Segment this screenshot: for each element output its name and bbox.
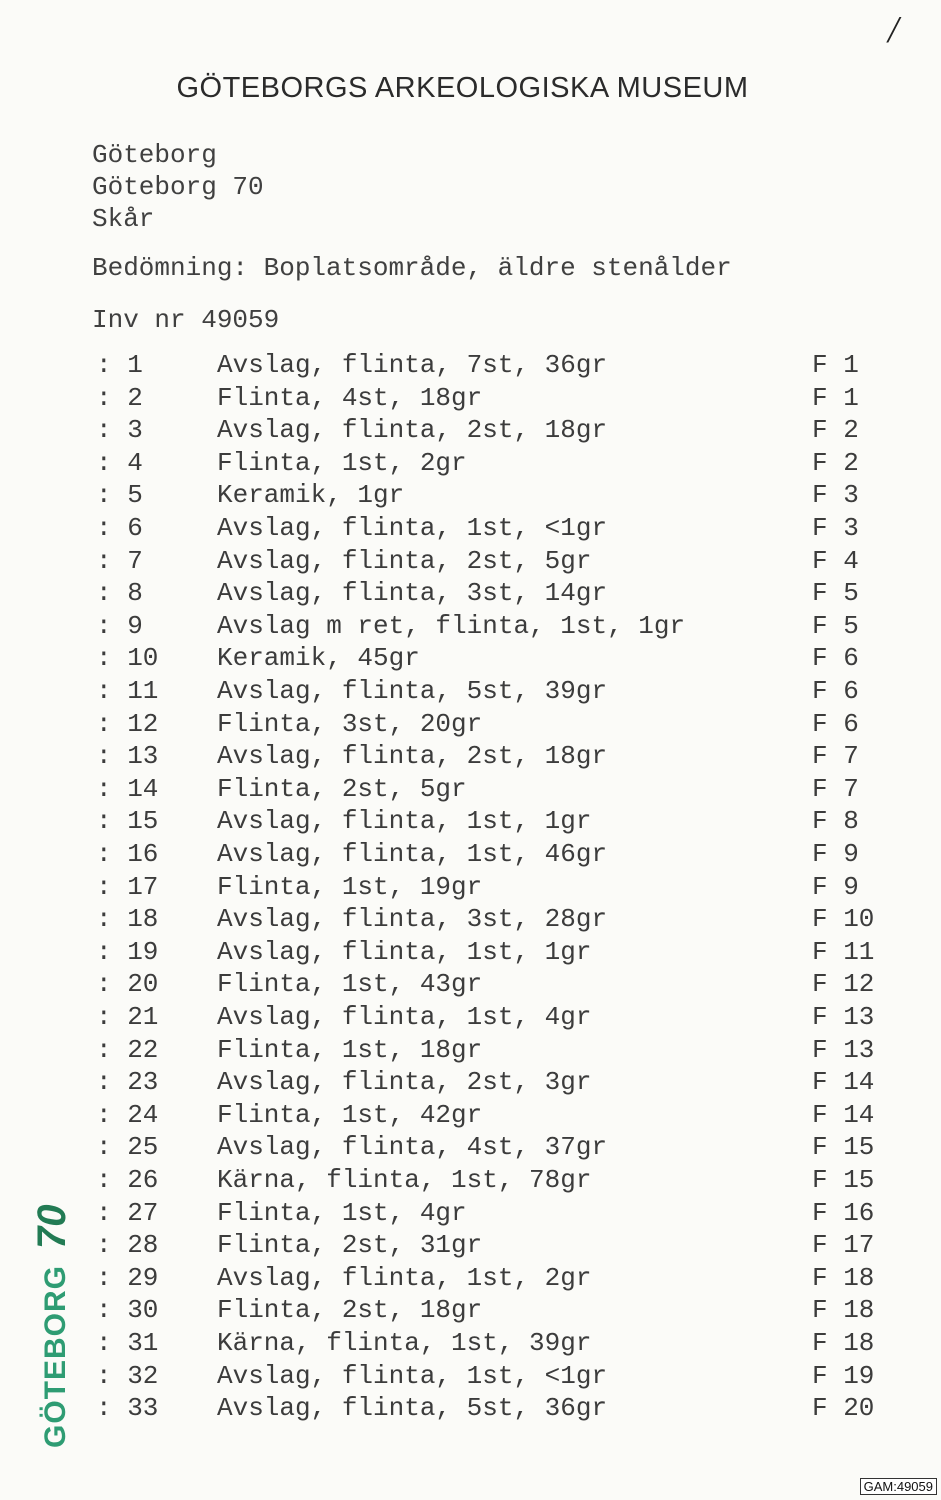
page-mark: /	[888, 9, 899, 51]
item-description: Avslag, flinta, 3st, 14gr	[217, 578, 608, 609]
item-number: : 4	[96, 447, 143, 478]
item-number: : 7	[96, 545, 143, 576]
find-number: F 7	[812, 773, 859, 804]
item-description: Avslag, flinta, 1st, 1gr	[217, 806, 592, 837]
find-number: F 12	[812, 969, 875, 1000]
find-number: F 2	[812, 415, 859, 446]
item-description: Avslag, flinta, 1st, 1gr	[217, 936, 592, 967]
location-line-detail: Göteborg 70	[92, 172, 264, 202]
find-number: F 6	[812, 643, 859, 674]
item-description: Avslag, flinta, 1st, 2gr	[217, 1262, 592, 1293]
find-number: F 4	[812, 545, 859, 576]
stamp-text: GÖTEBORG	[39, 1264, 72, 1448]
item-description: Avslag m ret, flinta, 1st, 1gr	[217, 610, 686, 641]
item-description: Avslag, flinta, 1st, <1gr	[217, 1360, 608, 1391]
find-number: F 3	[812, 513, 859, 543]
page-header: GÖTEBORGS ARKEOLOGISKA MUSEUM	[176, 72, 749, 104]
item-description: Avslag, flinta, 1st, 4gr	[217, 1002, 592, 1032]
find-number: F 1	[812, 350, 859, 380]
item-number: : 2	[96, 382, 143, 413]
item-description: Flinta, 2st, 31gr	[217, 1230, 483, 1261]
item-description: Avslag, flinta, 4st, 37gr	[217, 1132, 608, 1163]
item-description: Avslag, flinta, 2st, 18gr	[217, 415, 608, 446]
item-number: : 27	[96, 1197, 159, 1228]
find-number: F 6	[812, 676, 859, 706]
find-number: F 6	[812, 708, 859, 739]
item-description: Avslag, flinta, 5st, 39gr	[217, 676, 608, 706]
item-number: : 3	[96, 415, 143, 446]
item-description: Flinta, 2st, 5gr	[217, 773, 467, 804]
item-number: : 31	[96, 1328, 159, 1358]
item-description: Keramik, 1gr	[217, 480, 405, 511]
find-number: F 15	[812, 1132, 875, 1163]
item-number: : 29	[96, 1262, 159, 1293]
item-description: Flinta, 2st, 18gr	[217, 1295, 483, 1326]
item-number: : 21	[96, 1002, 159, 1032]
find-number: F 2	[812, 447, 859, 478]
item-number: : 8	[96, 578, 143, 609]
item-number: : 1	[96, 350, 143, 380]
find-number: F 9	[812, 871, 859, 902]
item-description: Flinta, 1st, 18gr	[217, 1034, 483, 1065]
item-number: : 23	[96, 1067, 159, 1098]
item-number: : 10	[96, 643, 159, 674]
catalog-id: GAM:49059	[860, 1478, 937, 1495]
find-number: F 9	[812, 839, 859, 869]
object-type: Skår	[92, 204, 155, 234]
item-number: : 5	[96, 480, 143, 511]
find-number: F 15	[812, 1165, 875, 1195]
find-number: F 20	[812, 1393, 875, 1424]
item-number: : 18	[96, 904, 159, 935]
item-description: Avslag, flinta, 7st, 36gr	[217, 350, 608, 380]
item-number: : 14	[96, 773, 159, 804]
item-description: Flinta, 1st, 4gr	[217, 1197, 467, 1228]
find-number: F 13	[812, 1002, 875, 1032]
item-description: Avslag, flinta, 5st, 36gr	[217, 1393, 608, 1424]
item-description: Flinta, 1st, 42gr	[217, 1099, 483, 1130]
item-description: Avslag, flinta, 2st, 3gr	[217, 1067, 592, 1098]
item-number: : 16	[96, 839, 159, 869]
item-number: : 22	[96, 1034, 159, 1065]
item-description: Flinta, 4st, 18gr	[217, 382, 483, 413]
item-description: Avslag, flinta, 1st, 46gr	[217, 839, 608, 869]
item-description: Flinta, 1st, 2gr	[217, 447, 467, 478]
find-number: F 10	[812, 904, 875, 935]
item-number: : 25	[96, 1132, 159, 1163]
item-number: : 17	[96, 871, 159, 902]
item-number: : 19	[96, 936, 159, 967]
item-number: : 28	[96, 1230, 159, 1261]
find-number: F 19	[812, 1360, 875, 1391]
item-description: Avslag, flinta, 2st, 5gr	[217, 545, 592, 576]
find-number: F 5	[812, 610, 859, 641]
item-number: : 11	[96, 676, 159, 706]
inventory-number: Inv nr 49059	[92, 305, 280, 335]
item-number: : 20	[96, 969, 159, 1000]
find-number: F 16	[812, 1197, 875, 1228]
item-number: : 24	[96, 1099, 159, 1130]
find-number: F 18	[812, 1262, 875, 1293]
item-description: Flinta, 1st, 19gr	[217, 871, 483, 902]
item-description: Flinta, 1st, 43gr	[217, 969, 483, 1000]
item-number: : 12	[96, 708, 159, 739]
find-number: F 18	[812, 1328, 875, 1358]
find-number: F 5	[812, 578, 859, 609]
stamp-number: 70	[30, 1204, 74, 1249]
find-number: F 17	[812, 1230, 875, 1261]
find-number: F 14	[812, 1067, 875, 1098]
item-description: Kärna, flinta, 1st, 39gr	[217, 1328, 592, 1358]
item-description: Avslag, flinta, 3st, 28gr	[217, 904, 608, 935]
find-number: F 3	[812, 480, 859, 511]
item-number: : 9	[96, 610, 143, 641]
item-number: : 26	[96, 1165, 159, 1195]
item-description: Flinta, 3st, 20gr	[217, 708, 483, 739]
find-number: F 8	[812, 806, 859, 837]
assessment-line: Bedömning: Boplatsområde, äldre stenålder	[92, 253, 732, 283]
find-number: F 13	[812, 1034, 875, 1065]
item-number: : 13	[96, 741, 159, 772]
find-number: F 18	[812, 1295, 875, 1326]
item-description: Keramik, 45gr	[217, 643, 420, 674]
item-description: Avslag, flinta, 1st, <1gr	[217, 513, 608, 543]
item-number: : 15	[96, 806, 159, 837]
item-number: : 30	[96, 1295, 159, 1326]
item-description: Avslag, flinta, 2st, 18gr	[217, 741, 608, 772]
item-number: : 33	[96, 1393, 159, 1424]
find-number: F 14	[812, 1099, 875, 1130]
item-number: : 6	[96, 513, 143, 543]
item-number: : 32	[96, 1360, 159, 1391]
find-number: F 7	[812, 741, 859, 772]
find-number: F 11	[812, 936, 875, 967]
location-line: Göteborg	[92, 140, 217, 170]
goteborg-stamp	[30, 1204, 75, 1448]
item-description: Kärna, flinta, 1st, 78gr	[217, 1165, 592, 1195]
find-number: F 1	[812, 382, 859, 413]
